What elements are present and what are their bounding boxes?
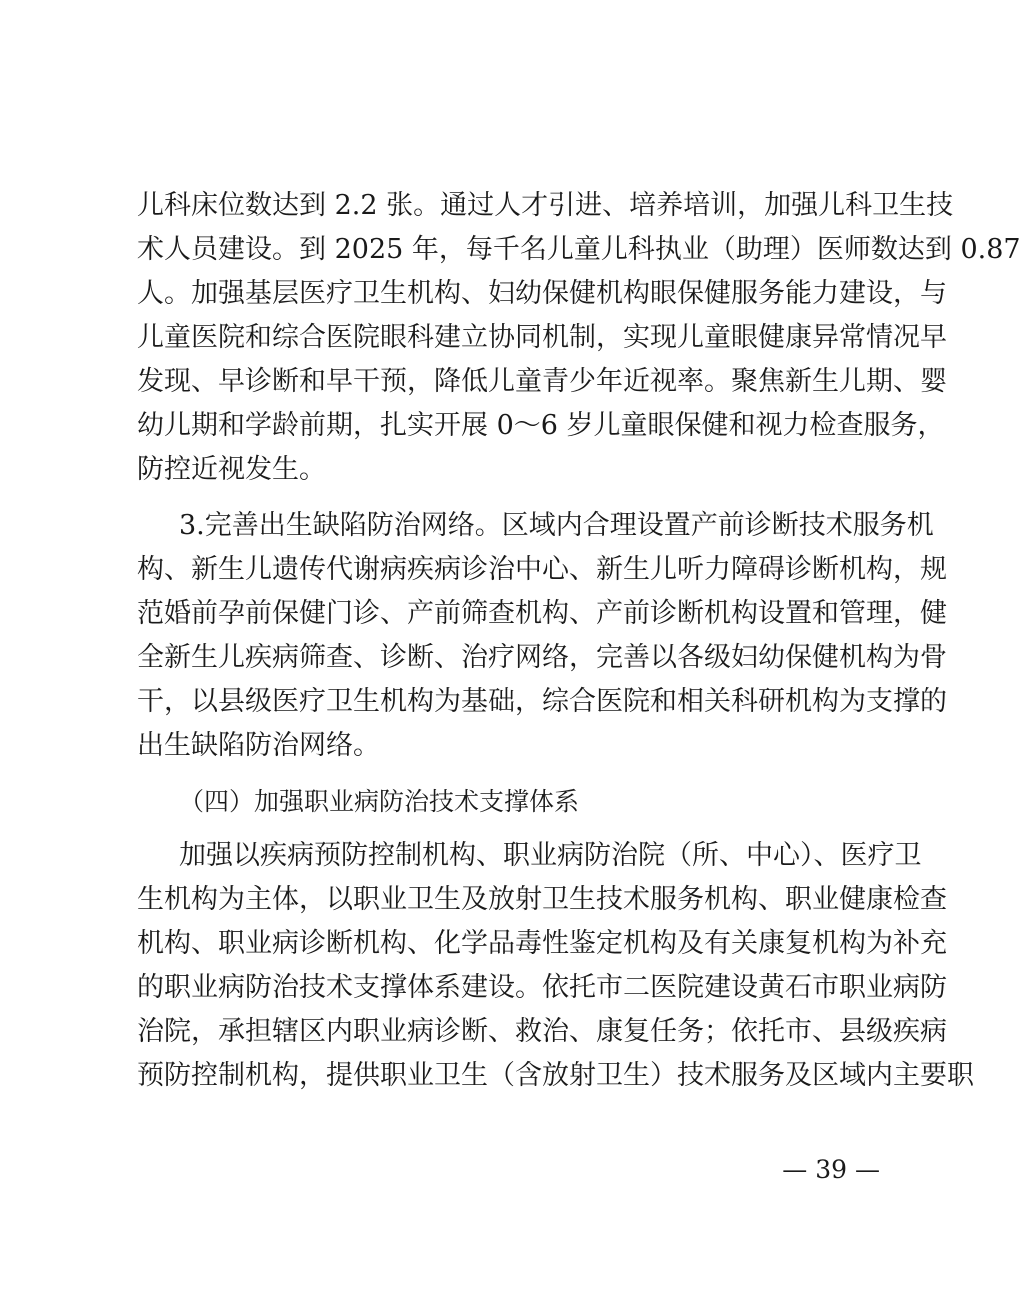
section-heading: （四）加强职业病防治技术支撑体系 — [179, 787, 580, 816]
paragraph-2-line-1: 3.完善出生缺陷防治网络。区域内合理设置产前诊断技术服务机 — [179, 510, 934, 541]
paragraph-1-line-1: 儿科床位数达到 2.2 张。通过人才引进、培养培训，加强儿科卫生技 — [137, 190, 954, 221]
paragraph-2-line-6: 出生缺陷防治网络。 — [137, 730, 380, 761]
paragraph-3-line-4: 的职业病防治技术支撑体系建设。依托市二医院建设黄石市职业病防 — [137, 972, 947, 1003]
paragraph-2-line-5: 干，以县级医疗卫生机构为基础，综合医院和相关科研机构为支撑的 — [137, 686, 947, 717]
paragraph-1-line-3: 人。加强基层医疗卫生机构、妇幼保健机构眼保健服务能力建设，与 — [137, 278, 947, 309]
paragraph-2-line-4: 全新生儿疾病筛查、诊断、治疗网络，完善以各级妇幼保健机构为骨 — [137, 642, 947, 673]
paragraph-3-line-6: 预防控制机构，提供职业卫生（含放射卫生）技术服务及区域内主要职 — [137, 1060, 974, 1091]
paragraph-3-line-2: 生机构为主体，以职业卫生及放射卫生技术服务机构、职业健康检查 — [137, 884, 947, 915]
paragraph-2-line-2: 构、新生儿遗传代谢病疾病诊治中心、新生儿听力障碍诊断机构，规 — [137, 554, 947, 585]
paragraph-3-line-1: 加强以疾病预防控制机构、职业病防治院（所、中心）、医疗卫 — [179, 840, 922, 871]
page-number: — 39 — — [782, 1155, 880, 1184]
paragraph-1-line-4: 儿童医院和综合医院眼科建立协同机制，实现儿童眼健康异常情况早 — [137, 322, 947, 353]
paragraph-1-line-6: 幼儿期和学龄前期，扎实开展 0～6 岁儿童眼保健和视力检查服务， — [137, 410, 945, 441]
paragraph-1-line-7: 防控近视发生。 — [137, 454, 326, 485]
paragraph-1-line-2: 术人员建设。到 2025 年，每千名儿童儿科执业（助理）医师数达到 0.87 — [137, 234, 1021, 265]
paragraph-1-line-5: 发现、早诊断和早干预，降低儿童青少年近视率。聚焦新生儿期、婴 — [137, 366, 947, 397]
paragraph-2-line-3: 范婚前孕前保健门诊、产前筛查机构、产前诊断机构设置和管理，健 — [137, 598, 947, 629]
paragraph-3-line-3: 机构、职业病诊断机构、化学品毒性鉴定机构及有关康复机构为补充 — [137, 928, 947, 959]
paragraph-3-line-5: 治院，承担辖区内职业病诊断、救治、康复任务；依托市、县级疾病 — [137, 1016, 947, 1047]
